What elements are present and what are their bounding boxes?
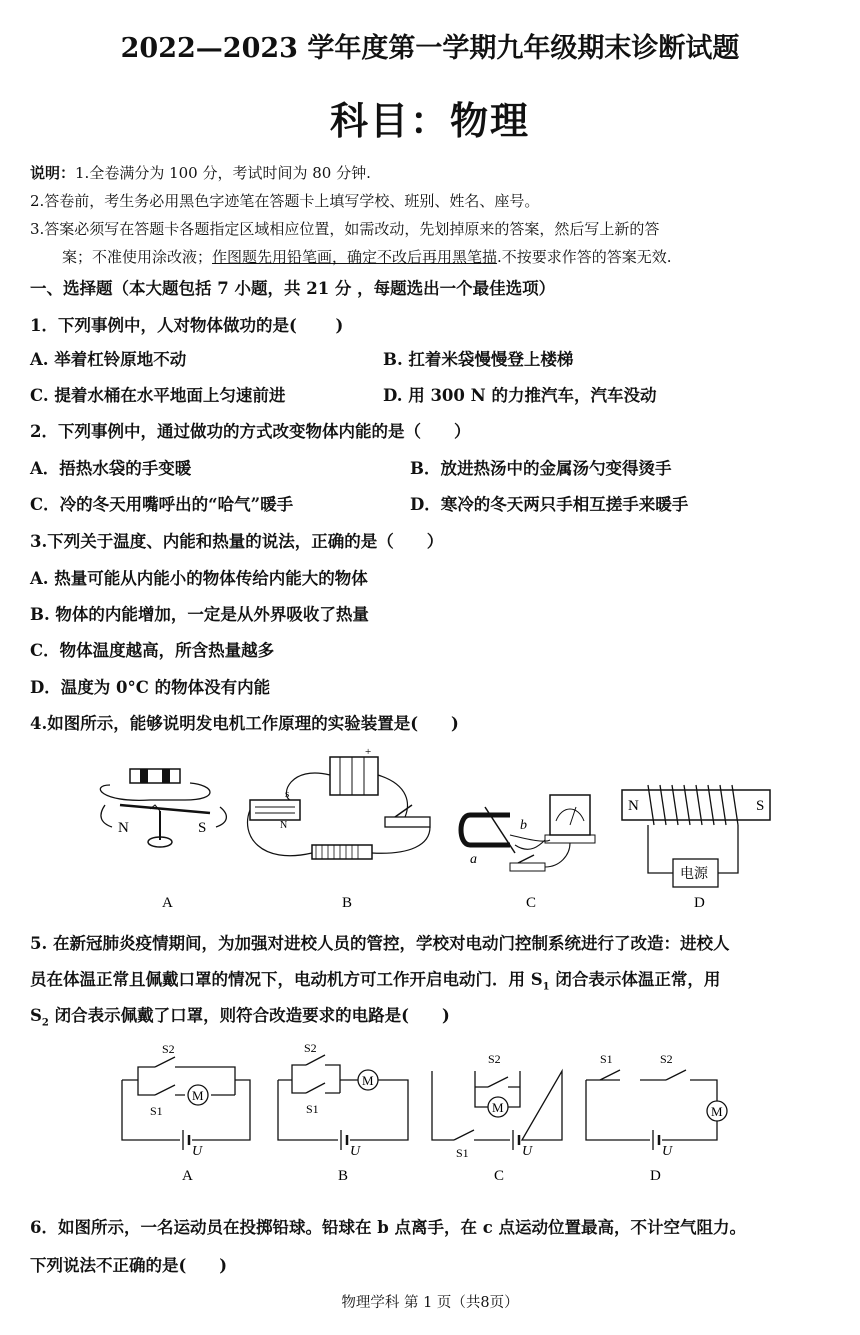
q5-a-s1: S1	[150, 1104, 163, 1118]
q4-figure-c	[461, 795, 595, 911]
q2-stem: 2．下列事例中，通过做功的方式改变物体内能的是（ ）	[30, 422, 471, 441]
q5-circuit-a	[122, 1042, 250, 1184]
q4-figures	[90, 745, 790, 915]
q5-d-motor: M	[711, 1104, 723, 1119]
q5-b-battery: U	[350, 1144, 361, 1159]
q5-line-1: 5. 在新冠肺炎疫情期间，为加强对进校人员的管控，学校对电动门控制系统进行了改造：进校人	[30, 934, 730, 953]
note-line-2: 2.答卷前，考生务必用黑色字迹笔在答题卡上填写学校、班别、姓名、座号。	[30, 192, 540, 210]
q5-c-s2: S2	[488, 1052, 501, 1066]
q2-option-a: A．捂热水袋的手变暖	[30, 459, 192, 478]
q5-caption-c: C	[494, 1168, 505, 1184]
q2-option-d: D．寒冷的冬天两只手相互搓手来暖手	[410, 495, 689, 514]
q4-figure-d	[622, 785, 770, 911]
exam-title: 2022—2023 学年度第一学期九年级期末诊断试题	[120, 33, 740, 64]
q4-d-label-n: N	[628, 798, 639, 814]
note-line-4: 案；不准使用涂改液；作图题先用铅笔画，确定不改后再用黑笔描.不按要求作答的答案无效.	[62, 248, 672, 266]
q3-option-a: A. 热量可能从内能小的物体传给内能大的物体	[30, 569, 368, 588]
q5-c-motor: M	[492, 1100, 504, 1115]
q4-c-label-a: a	[470, 852, 477, 867]
q4-figure-b	[248, 746, 430, 911]
q5-b-motor: M	[362, 1073, 374, 1088]
q4-caption-d: D	[694, 895, 705, 911]
q3-option-c: C．物体温度越高，所含热量越多	[30, 641, 275, 660]
q5-a-battery: U	[192, 1144, 203, 1159]
q2-option-c: C．冷的冬天用嘴呼出的“哈气”暖手	[30, 495, 294, 514]
q4-caption-a: A	[162, 895, 173, 911]
q4-stem: 4.如图所示，能够说明发电机工作原理的实验装置是( )	[30, 714, 459, 733]
q5-b-s2: S2	[304, 1041, 317, 1055]
q3-stem: 3.下列关于温度、内能和热量的说法，正确的是（ ）	[30, 532, 444, 551]
q5-circuit-d	[586, 1052, 727, 1184]
q5-c-s1: S1	[456, 1146, 469, 1160]
note-line-1: 说明：1.全卷满分为 100 分，考试时间为 80 分钟.	[30, 164, 371, 182]
q6-line-1: 6．如图所示，一名运动员在投掷铅球。铅球在 b 点离手，在 c 点运动位置最高，不计空气阻力。	[30, 1218, 747, 1237]
q5-caption-d: D	[650, 1168, 661, 1184]
page-footer: 物理学科 第 1 页（共8页）	[341, 1295, 519, 1311]
q3-option-d: D．温度为 0°C 的物体没有内能	[30, 678, 271, 697]
q1-option-c: C. 提着水桶在水平地面上匀速前进	[30, 386, 286, 405]
q4-c-label-b: b	[520, 818, 527, 833]
q4-figure-a	[100, 769, 226, 911]
q5-c-battery: U	[522, 1144, 533, 1159]
q4-d-power-label: 电源	[680, 867, 708, 882]
q5-caption-a: A	[182, 1168, 193, 1184]
q4-caption-c: C	[526, 895, 537, 911]
q5-circuits	[110, 1035, 750, 1185]
exam-subject: 科目：物理	[329, 99, 530, 143]
q1-stem: 1．下列事例中，人对物体做功的是( )	[30, 316, 344, 335]
q4-b-n: N	[280, 820, 288, 831]
q5-line-2: 员在体温正常且佩戴口罩的情况下，电动机方可工作开启电动门．用 $S_1$ 闭合表示体温正常，用	[30, 970, 721, 993]
q1-option-b: B. 扛着米袋慢慢登上楼梯	[383, 350, 574, 369]
note-line-3: 3.答案必须写在答题卡各题指定区域相应位置，如需改动，先划掉原来的答案，然后写上新的答	[30, 220, 660, 238]
q5-caption-b: B	[338, 1168, 349, 1184]
q5-circuit-b	[278, 1041, 408, 1184]
q5-circuit-c	[432, 1052, 562, 1184]
q4-caption-b: B	[342, 895, 353, 911]
q4-a-label-s: S	[198, 820, 207, 836]
q4-b-s: s	[285, 788, 290, 800]
q3-option-b: B. 物体的内能增加，一定是从外界吸收了热量	[30, 605, 369, 624]
q2-option-b: B．放进热汤中的金属汤勺变得烫手	[410, 459, 672, 478]
q5-d-s2: S2	[660, 1052, 673, 1066]
q4-d-label-s: S	[756, 798, 765, 814]
q1-option-a: A. 举着杠铃原地不动	[30, 350, 187, 369]
q5-b-s1: S1	[306, 1102, 319, 1116]
q4-b-plus: +	[365, 746, 372, 758]
q6-line-2: 下列说法不正确的是( )	[30, 1256, 228, 1275]
section-heading: 一、选择题（本大题包括 7 小题，共 21 分 ，每题选出一个最佳选项）	[30, 279, 556, 298]
q5-d-battery: U	[662, 1144, 673, 1159]
q1-option-d: D. 用 300 N 的力推汽车，汽车没动	[383, 386, 657, 405]
q5-d-s1: S1	[600, 1052, 613, 1066]
q5-a-s2: S2	[162, 1042, 175, 1056]
q5-a-motor: M	[192, 1088, 204, 1103]
q4-a-label-n: N	[118, 820, 129, 836]
q5-line-3: $S_2$ 闭合表示佩戴了口罩，则符合改造要求的电路是( )	[30, 1006, 450, 1029]
